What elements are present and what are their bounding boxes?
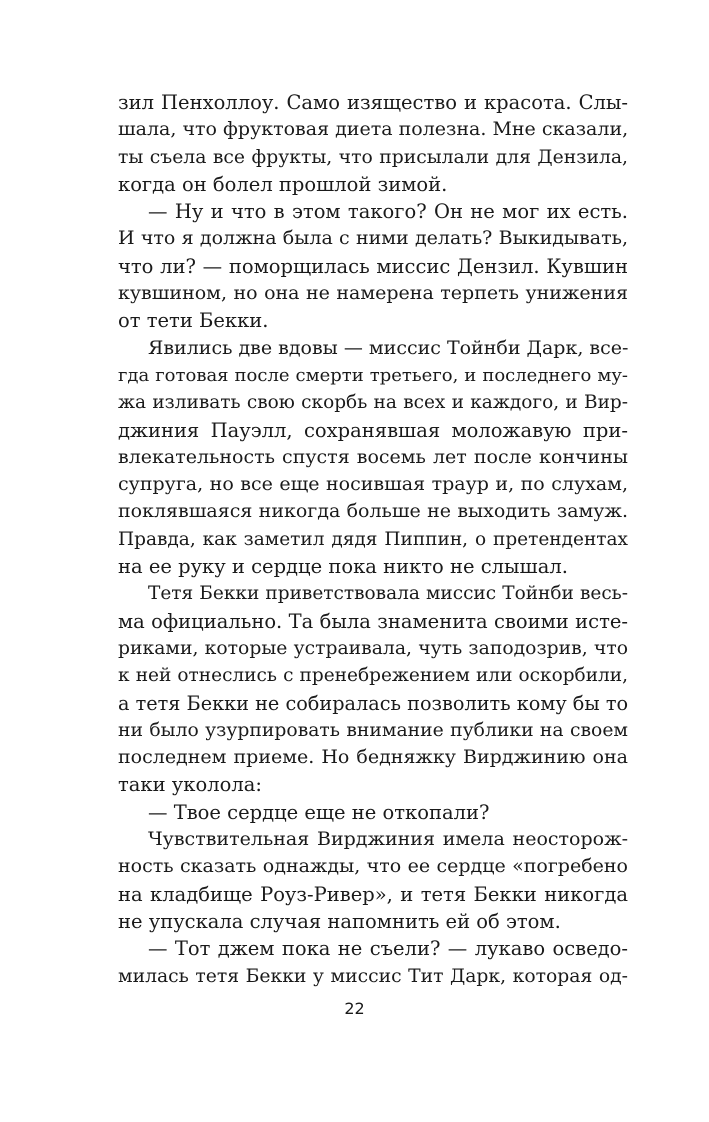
text-line: шала, что фруктовая диета полезна. Мне сказали, — [118, 118, 629, 141]
text-line: кувшином, но она не намерена терпеть унижения — [118, 282, 628, 305]
text-line: Тетя Бекки приветствовала миссис Тойнби весь- — [148, 583, 628, 605]
text-line: на кладбище Роуз-Ривер», и тетя Бекки никогда — [118, 882, 628, 906]
text-line: ни было узурпировать внимание публики на своем — [118, 719, 628, 741]
text-line: ты съела все фрукты, что присылали для Дензила, — [118, 146, 628, 168]
text-line: Чувствительная Вирджиния имела неосторож- — [148, 828, 628, 851]
text-line: а тетя Бекки не собиралась позволить кому бы то — [118, 691, 629, 715]
text-line: милась тетя Бекки у миссис Тит Дарк, которая од- — [118, 965, 628, 987]
text-line: поклявшаяся никогда больше не выходить замуж. — [118, 500, 628, 523]
text-line: влекательность спустя восемь лет после кончины — [118, 445, 628, 468]
text-line: гда готовая после смерти третьего, и последнего му- — [118, 364, 628, 386]
text-line: от тети Бекки. — [118, 309, 269, 333]
text-line: И что я должна была с ними делать? Выкидывать, — [118, 227, 628, 250]
text-line: таки уколола: — [118, 773, 262, 797]
text-line: риками, которые устраивала, чуть заподозрив, что — [118, 637, 628, 659]
text-line: когда он болел прошлой зимой. — [118, 172, 448, 196]
body-text — [118, 89, 628, 990]
text-line: джиния Пауэлл, сохранявшая моложавую при- — [118, 418, 628, 442]
text-line: — Тот джем пока не съели? — лукаво осведо- — [148, 937, 628, 961]
text-line: ность сказать однажды, что ее сердце «погребено — [118, 855, 628, 878]
text-line: Явились две вдовы — миссис Тойнби Дарк, все- — [148, 336, 629, 359]
text-line: ма официально. Та была знаменита своими исте- — [118, 609, 628, 633]
text-line: зил Пенхоллоу. Само изящество и красота. Слы- — [118, 91, 628, 114]
text-line: что ли? — поморщилась миссис Дензил. Кувшин — [118, 254, 628, 278]
text-line: жа изливать свою скорбь на всех и каждого, и Вир- — [118, 392, 628, 414]
text-line: — Ну и что в этом такого? Он не мог их есть. — [148, 200, 628, 224]
text-line: Правда, как заметил дядя Пиппин, о претендентах — [118, 528, 628, 550]
text-line: — Твое сердце еще не откопали? — [148, 800, 490, 824]
text-line: супруга, но все еще носившая траур и, по слухам, — [118, 473, 628, 496]
page-number: 22 — [344, 999, 365, 1018]
text-line: последнем приеме. Но бедняжку Вирджинию она — [118, 746, 628, 769]
text-line: на ее руку и сердце пока никто не слышал. — [118, 555, 568, 579]
text-line: к ней отнеслись с пренебрежением или оскорбили, — [118, 665, 628, 687]
text-line: не упускала случая напомнить ей об этом. — [118, 909, 561, 933]
